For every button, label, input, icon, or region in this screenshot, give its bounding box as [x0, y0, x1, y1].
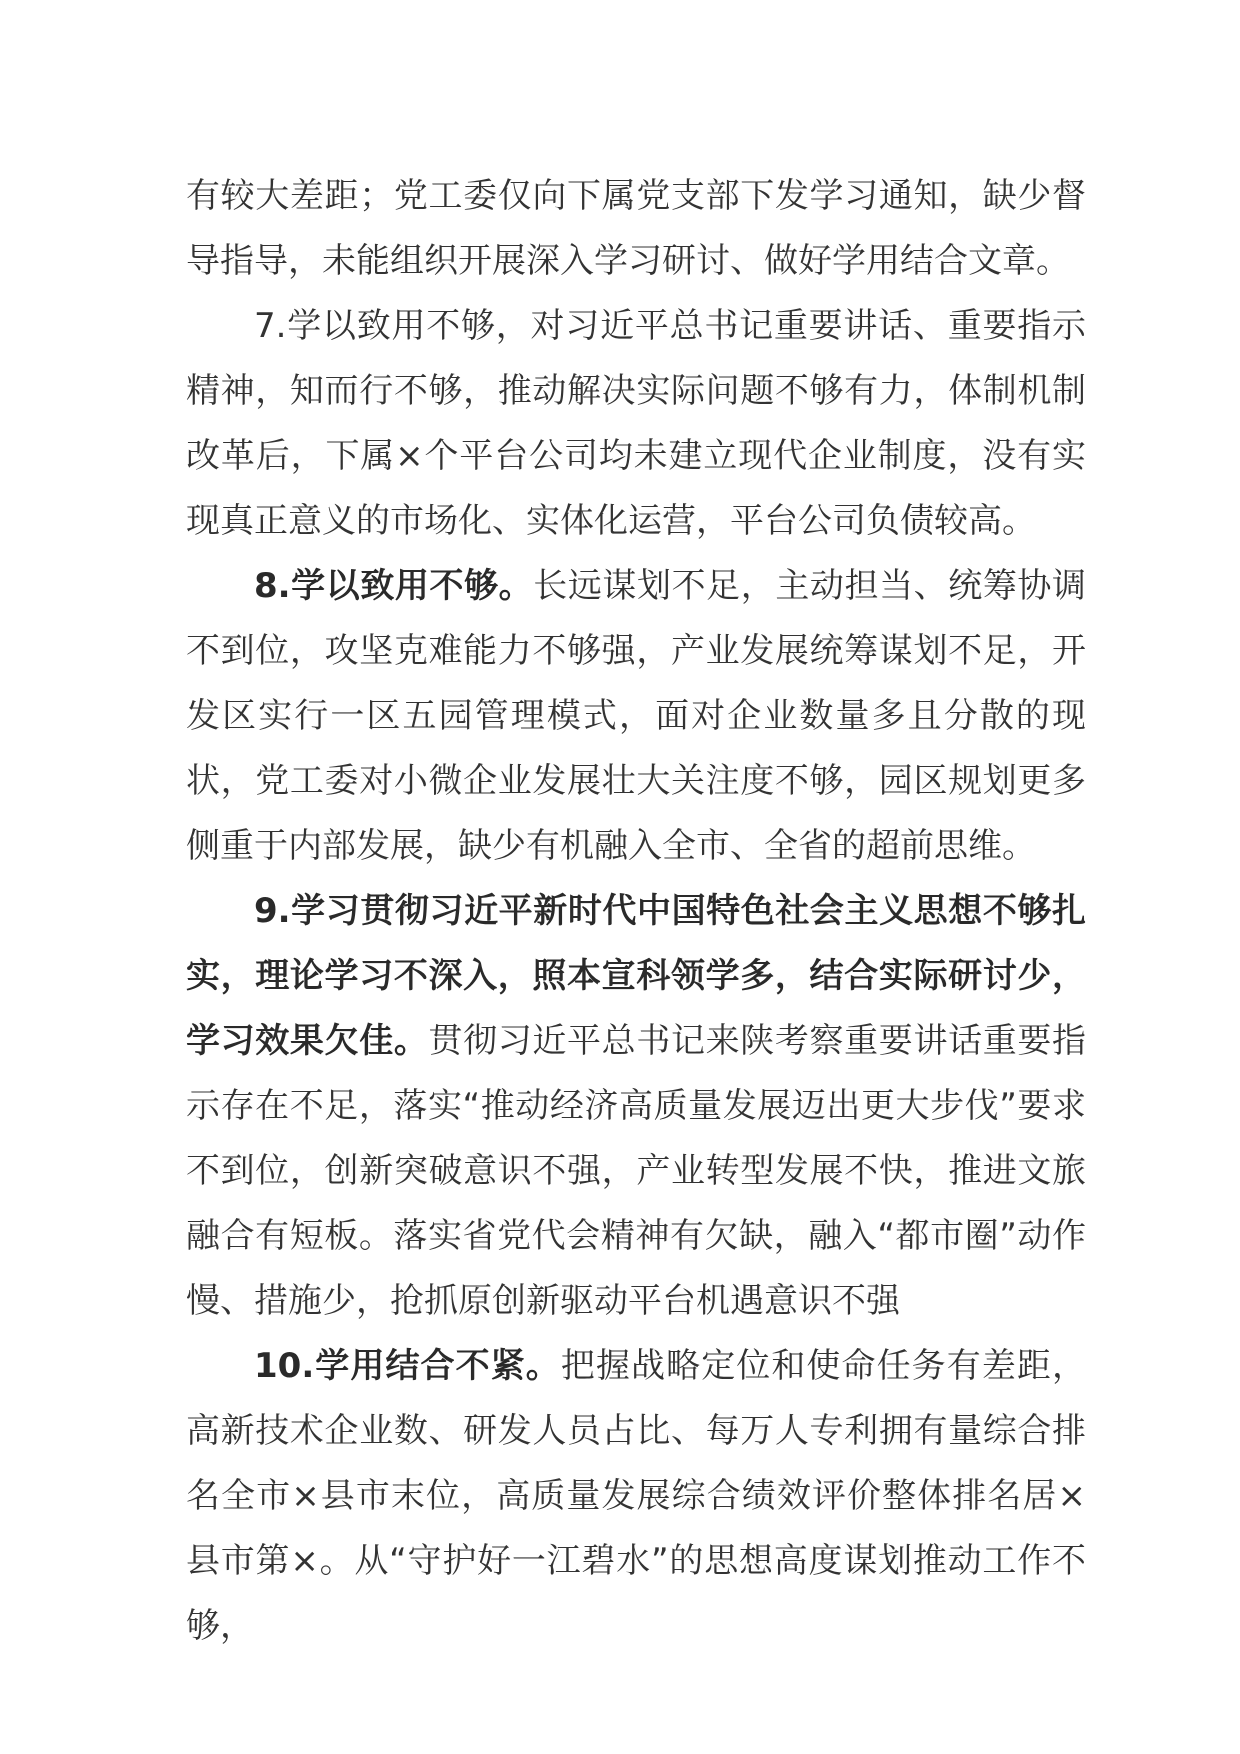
paragraph-2 — [186, 294, 1086, 554]
paragraph-2-text: 7.学以致用不够，对习近平总书记重要讲话、重要指示精神，知而行不够，推动解决实际问题不够有力，体制机制改革后，下属×个平台公司均未建立现代企业制度，没有实现真正意义的市场化、实体化运营，平台公司负债较高。 — [186, 306, 1086, 541]
paragraph-5 — [186, 1334, 1086, 1659]
paragraph-4-text: 贯彻习近平总书记来陕考察重要讲话重要指示存在不足，落实“推动经济高质量发展迈出更大步伐”要求不到位，创新突破意识不强，产业转型发展不快，推进文旅融合有短板。落实省党代会精神有欠缺，融入“都市圈”动作慢、措施少，抢抓原创新驱动平台机遇意识不强 — [186, 1021, 1087, 1321]
paragraph-1-text: 有较大差距；党工委仅向下属党支部下发学习通知，缺少督导指导，未能组织开展深入学习研讨、做好学用结合文章。 — [186, 176, 1086, 281]
paragraph-4 — [186, 879, 1086, 1334]
paragraph-5-lead: 10.学用结合不紧。 — [254, 1346, 561, 1386]
paragraph-1 — [186, 164, 1086, 294]
paragraph-3-text: 长远谋划不足，主动担当、统筹协调不到位，攻坚克难能力不够强，产业发展统筹谋划不足，开发区实行一区五园管理模式，面对企业数量多且分散的现状，党工委对小微企业发展壮大关注度不够，园区规划更多侧重于内部发展，缺少有机融入全市、全省的超前思维。 — [186, 566, 1087, 866]
document-page — [186, 164, 1086, 1659]
paragraph-3 — [186, 554, 1086, 879]
paragraph-5-text: 把握战略定位和使命任务有差距，高新技术企业数、研发人员占比、每万人专利拥有量综合排名全市×县市末位，高质量发展综合绩效评价整体排名居×县市第×。从“守护好一江碧水”的思想高度谋划推动工作不够， — [186, 1346, 1086, 1646]
paragraph-3-lead: 8.学以致用不够。 — [254, 566, 534, 606]
paragraph-4-lead: 9.学习贯彻习近平新时代中国特色社会主义思想不够扎实，理论学习不深入，照本宣科领学多，结合实际研讨少，学习效果欠佳。 — [186, 891, 1086, 1061]
